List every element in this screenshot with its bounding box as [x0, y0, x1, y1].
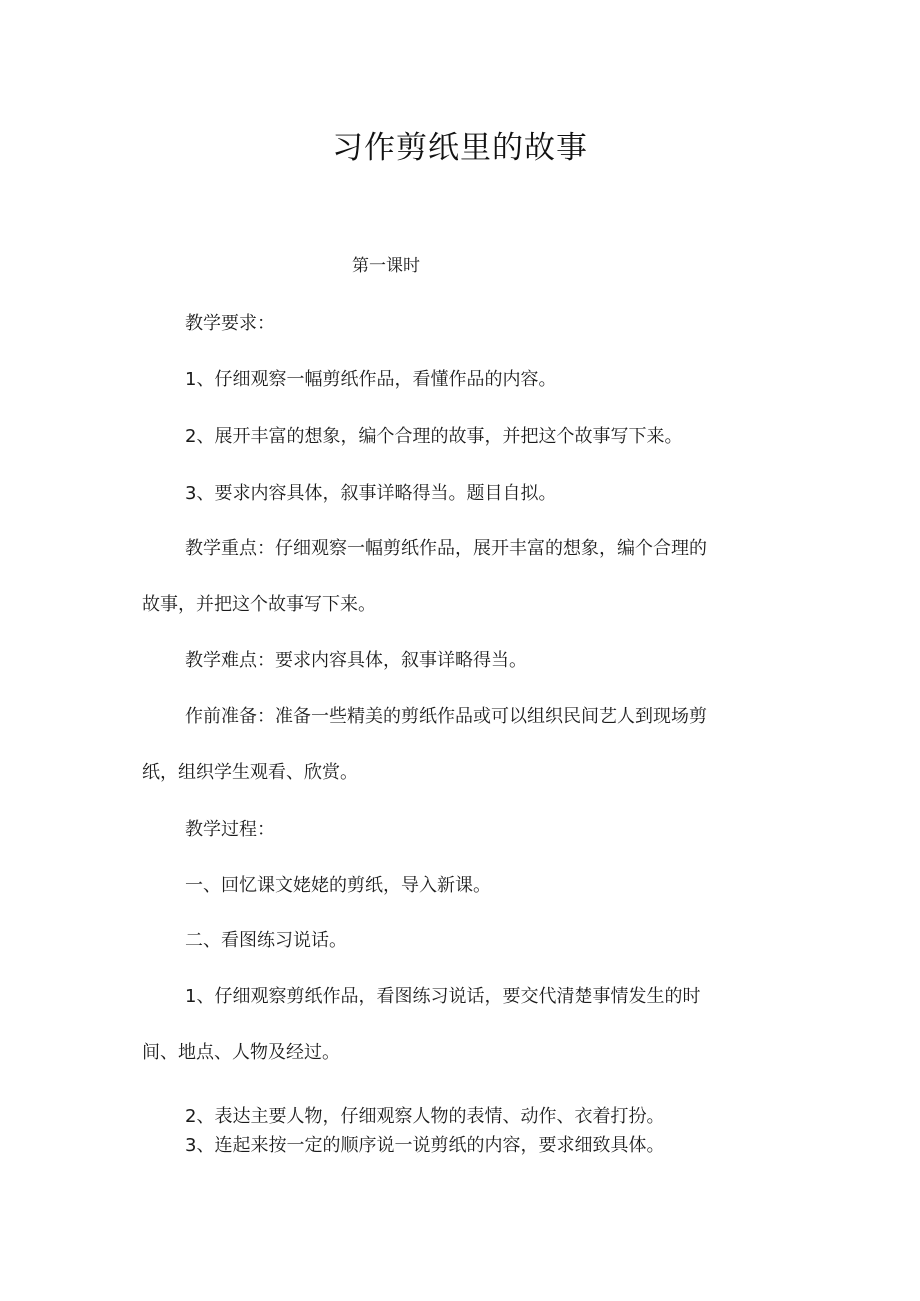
sub-item-1-line-1: 1、仔细观察剪纸作品，看图练习说话，要交代清楚事情发生的时 [185, 986, 701, 1007]
requirement-item-2: 2、展开丰富的想象，编个合理的故事，并把这个故事写下来。 [185, 426, 683, 447]
lesson-period-heading: 第一课时 [352, 256, 420, 276]
teaching-requirements-heading: 教学要求： [185, 313, 275, 334]
preparation-line-2: 纸，组织学生观看、欣赏。 [142, 762, 358, 783]
teaching-process-heading: 教学过程： [185, 819, 275, 840]
sub-item-2: 2、表达主要人物，仔细观察人物的表情、动作、衣着打扮。 [185, 1106, 665, 1127]
requirement-item-1: 1、仔细观察一幅剪纸作品，看懂作品的内容。 [185, 369, 557, 390]
teaching-difficulty: 教学难点：要求内容具体，叙事详略得当。 [185, 650, 527, 671]
process-step-1: 一、回忆课文姥姥的剪纸，导入新课。 [185, 875, 491, 896]
requirement-item-3: 3、要求内容具体，叙事详略得当。题目自拟。 [185, 483, 557, 504]
preparation-line-1: 作前准备：准备一些精美的剪纸作品或可以组织民间艺人到现场剪 [185, 706, 707, 727]
process-step-2: 二、看图练习说话。 [185, 930, 347, 951]
sub-item-1-line-2: 间、地点、人物及经过。 [142, 1042, 340, 1063]
sub-item-3: 3、连起来按一定的顺序说一说剪纸的内容，要求细致具体。 [185, 1135, 665, 1156]
document-title: 习作剪纸里的故事 [332, 130, 588, 166]
teaching-focus-line-1: 教学重点：仔细观察一幅剪纸作品，展开丰富的想象，编个合理的 [185, 538, 707, 559]
teaching-focus-line-2: 故事，并把这个故事写下来。 [142, 594, 376, 615]
